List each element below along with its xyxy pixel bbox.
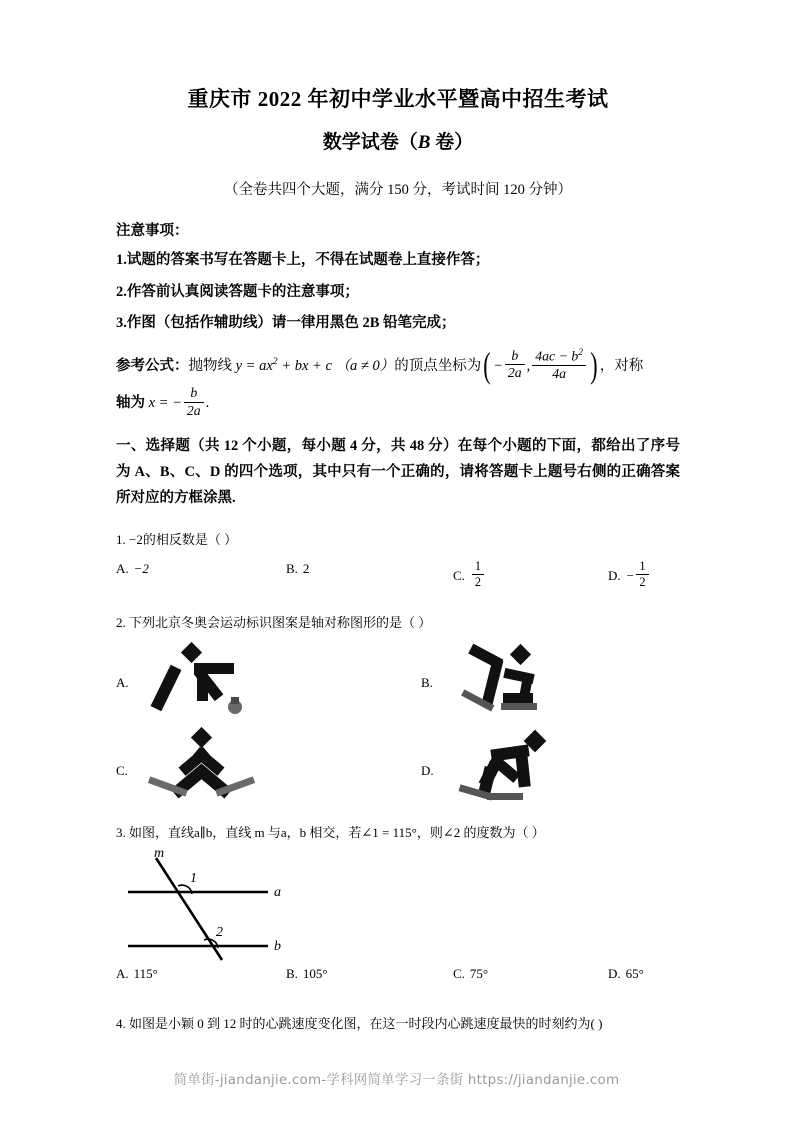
- question-1-option-d[interactable]: [608, 561, 651, 590]
- question-3-option-b[interactable]: [286, 966, 328, 982]
- question-4-stem: 如图是小颖 0 到 12 时的心跳速度变化图，在这一时段内心跳速度最快的时刻约为( ): [129, 1016, 603, 1032]
- question-3-option-d[interactable]: [608, 966, 644, 982]
- question-2-options: [116, 639, 680, 805]
- vertex-y-numerator: $4ac - b^2$: [532, 349, 586, 366]
- page-content: [116, 86, 680, 1034]
- formula-parabola-text: 抛物线: [188, 357, 232, 374]
- label-angle-1: 1: [190, 871, 197, 887]
- ski-jump-symmetric-pictogram-icon: [146, 727, 256, 809]
- option-value: 115°: [133, 966, 158, 982]
- reference-formula: [116, 345, 680, 421]
- note-item-1: 1.试题的答案书写在答题卡上，不得在试题卷上直接作答；: [116, 251, 490, 268]
- note-item-2: 2.作答前认真阅读答题卡的注意事项；: [116, 283, 359, 300]
- vertex-x-fraction: $\frac{b}{2a}$: [505, 349, 525, 381]
- footer-watermark: 简单街-jiandanjie.com-学科网简单学习一条街 https://jiandanjie.com: [173, 1072, 620, 1088]
- option-label: B.: [286, 966, 298, 982]
- option-label: B.: [421, 674, 433, 690]
- formula-after-text: ，对称: [599, 357, 644, 374]
- option-label: C.: [453, 567, 465, 583]
- option-label: B.: [286, 561, 298, 577]
- speed-skating-pictogram-icon: [451, 727, 561, 809]
- option-label: D.: [608, 966, 621, 982]
- question-3-figure: [116, 846, 346, 964]
- question-4-number: 4.: [116, 1016, 126, 1032]
- subtitle-volume: B: [417, 132, 431, 154]
- question-1-option-c[interactable]: [453, 561, 486, 590]
- question-3-option-c[interactable]: [453, 966, 488, 982]
- axis-period: .: [205, 395, 210, 412]
- question-2: [116, 613, 680, 633]
- subtitle-prefix: 数学试卷（: [322, 132, 418, 154]
- question-2-option-d[interactable]: [421, 727, 671, 809]
- option-value: 2: [302, 561, 310, 577]
- vertex-x-sign: −: [493, 357, 503, 374]
- question-3-stem: 如图，直线a∥b，直线 m 与a，b 相交，若∠1 = 115°，则∠2 的度数为（ ）: [129, 824, 545, 840]
- question-2-option-b[interactable]: [421, 639, 671, 721]
- formula-vertex-text: 的顶点坐标为: [394, 357, 482, 374]
- page-subtitle: [116, 131, 680, 156]
- label-line-b: b: [274, 939, 281, 955]
- right-paren-icon: ): [590, 345, 598, 386]
- question-2-stem: 下列北京冬奥会运动标识图案是轴对称图形的是（ ）: [129, 615, 432, 631]
- question-1-number: 1.: [116, 531, 126, 547]
- option-label: D.: [608, 567, 621, 583]
- curling-pictogram-icon: [146, 639, 256, 721]
- question-3-number: 3.: [116, 824, 126, 840]
- question-1-option-b[interactable]: [286, 561, 309, 577]
- option-label: C.: [453, 966, 465, 982]
- question-4: [116, 1014, 680, 1034]
- question-3-option-a[interactable]: [116, 966, 158, 982]
- option-value-fraction: $\frac{1}{2}$: [472, 560, 484, 589]
- question-2-option-a[interactable]: [116, 639, 366, 721]
- option-label: D.: [421, 762, 434, 778]
- axis-of-symmetry-line: [116, 387, 680, 420]
- vertex-comma: ,: [526, 357, 531, 374]
- left-paren-icon: (: [483, 345, 491, 386]
- page-title: 重庆市 2022 年初中学业水平暨高中招生考试: [187, 87, 609, 111]
- option-label: A.: [116, 674, 129, 690]
- label-angle-2: 2: [216, 925, 223, 941]
- option-label: A.: [116, 561, 129, 577]
- formula-equation: $y = ax^2$ + bx + c: [232, 355, 336, 374]
- formula-label: 参考公式：: [116, 357, 189, 374]
- axis-prefix: 轴为: [116, 395, 145, 412]
- option-value-fraction: $\frac{1}{2}$: [636, 560, 648, 589]
- question-1-stem: −2的相反数是（ ）: [129, 531, 238, 547]
- parallel-lines-diagram-icon: [116, 846, 346, 964]
- label-line-a: a: [274, 885, 281, 901]
- option-value: 75°: [469, 966, 489, 982]
- axis-fraction: $\frac{b}{2a}$: [184, 386, 204, 418]
- exam-meta: （全卷共四个大题，满分 150 分，考试时间 120 分钟）: [224, 181, 572, 198]
- question-1-options: [116, 561, 680, 595]
- option-value: 105°: [302, 966, 328, 982]
- axis-equation-lhs: x = −: [145, 395, 182, 412]
- option-label: A.: [116, 966, 129, 982]
- notes-heading: 注意事项：: [116, 222, 189, 239]
- option-label: C.: [116, 762, 128, 778]
- option-sign: −: [625, 567, 635, 583]
- vertex-y-fraction: $\frac{4ac - b^2}{4a}$: [532, 349, 586, 382]
- skiing-pictogram-icon: [451, 639, 561, 721]
- option-value: −2: [133, 561, 149, 577]
- question-2-option-c[interactable]: [116, 727, 366, 809]
- subtitle-suffix: 卷）: [430, 132, 474, 154]
- question-2-number: 2.: [116, 615, 126, 631]
- note-item-3: 3.作图（包括作辅助线）请一律用黑色 2B 铅笔完成；: [116, 315, 456, 332]
- question-1-option-a[interactable]: [116, 561, 149, 577]
- label-line-m: m: [154, 846, 165, 862]
- question-3: [116, 823, 680, 843]
- question-1: [116, 530, 680, 550]
- option-value: 65°: [625, 966, 644, 982]
- section-one-heading: 一、选择题（共 12 个小题，每小题 4 分，共 48 分）在每个小题的下面，都给出了序号为 A、B、C、D 的四个选项，其中只有一个正确的，请将答题卡上题号右侧的正确答案所对应的方框涂黑.: [116, 438, 680, 506]
- formula-condition: （a ≠ 0）: [335, 357, 395, 374]
- question-3-options: [116, 966, 680, 1000]
